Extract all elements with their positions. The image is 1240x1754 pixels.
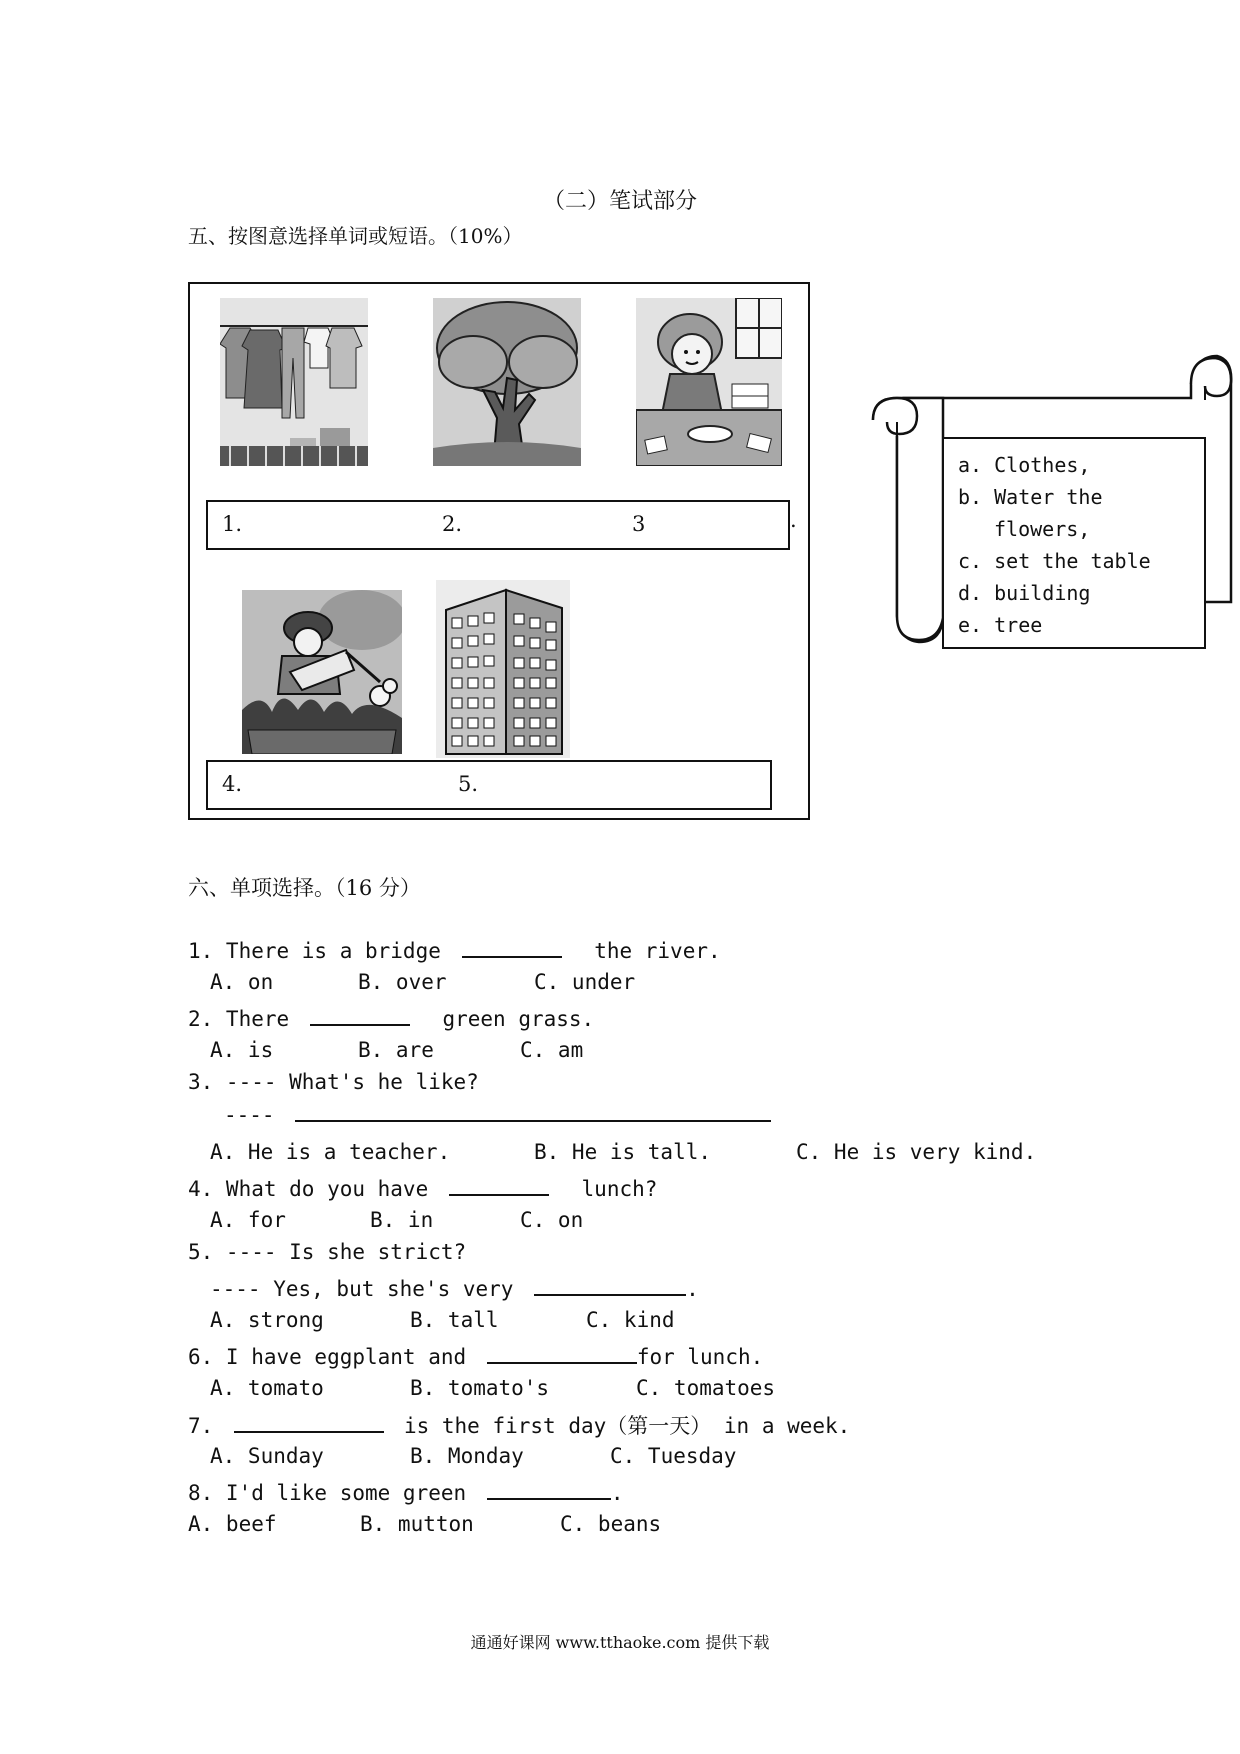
choice[interactable]: A. is — [210, 1038, 274, 1062]
question-dash: ---- — [224, 1103, 275, 1127]
choice[interactable]: B. tall — [410, 1308, 499, 1332]
choice[interactable]: B. mutton — [360, 1512, 474, 1536]
question-stem: 1. There is a bridge — [188, 939, 441, 963]
option-c — [958, 549, 1151, 573]
choice[interactable]: C. Tuesday — [610, 1444, 737, 1468]
question-3-line2 — [224, 1100, 771, 1127]
option-e — [958, 613, 1042, 637]
answer-blank[interactable] — [462, 936, 562, 958]
question-stem-line2: ---- Yes, but she's very — [210, 1277, 514, 1301]
choice[interactable]: A. for — [210, 1208, 286, 1232]
question-7 — [188, 1410, 850, 1440]
set-table-icon — [636, 298, 782, 466]
question-stem-end: is the first day（第一天） in a week. — [403, 1414, 851, 1438]
option-text: Clothes, — [994, 453, 1091, 477]
option-letter: c. — [958, 549, 983, 573]
answer-bar-row2 — [206, 760, 772, 810]
option-letter: a. — [958, 453, 983, 477]
page-title: （二）笔试部分 — [542, 189, 697, 214]
question-stem-end: the river. — [594, 939, 721, 963]
building-icon — [436, 580, 570, 758]
options-box — [942, 437, 1206, 649]
choice[interactable]: B. are — [358, 1038, 434, 1062]
choice[interactable]: B. tomato's — [410, 1376, 550, 1400]
option-text: building — [994, 581, 1091, 605]
option-text: tree — [994, 613, 1043, 637]
option-b — [958, 485, 1103, 509]
question-stem-end: . — [686, 1277, 699, 1301]
option-d — [958, 581, 1090, 605]
choice[interactable]: C. am — [520, 1038, 584, 1062]
choices-7 — [210, 1444, 736, 1468]
question-6 — [188, 1342, 763, 1369]
option-text: set the table — [994, 549, 1151, 573]
answer-blank[interactable] — [295, 1100, 771, 1122]
choice[interactable]: A. Sunday — [210, 1444, 324, 1468]
question-stem-end: lunch? — [581, 1177, 658, 1201]
choice[interactable]: C. on — [520, 1208, 584, 1232]
choice[interactable]: C. beans — [560, 1512, 662, 1536]
question-2 — [188, 1004, 594, 1031]
choices-5 — [210, 1308, 675, 1332]
question-4 — [188, 1174, 657, 1201]
question-stem-end: . — [610, 1481, 624, 1505]
answer-blank[interactable] — [487, 1342, 637, 1364]
answer-bar-row1 — [206, 500, 790, 550]
answer-label-5: 5. — [458, 772, 479, 796]
question-5 — [188, 1240, 466, 1264]
answer-blank[interactable] — [534, 1274, 686, 1296]
question-stem: 3. ---- What's he like? — [188, 1070, 479, 1094]
answer-label-2: 2. — [442, 512, 463, 536]
option-letter: e. — [958, 613, 983, 637]
choices-1 — [210, 970, 635, 994]
question-stem: 6. I have eggplant and — [188, 1345, 467, 1369]
option-b-cont — [994, 517, 1090, 541]
choice[interactable]: C. under — [534, 970, 636, 994]
question-stem-end: green grass. — [442, 1007, 595, 1031]
question-stem: 4. What do you have — [188, 1177, 429, 1201]
choices-6 — [210, 1376, 775, 1400]
choice[interactable]: C. He is very kind. — [796, 1140, 1037, 1164]
answer-label-1: 1. — [222, 512, 243, 536]
option-a — [958, 453, 1090, 477]
question-stem: 8. I'd like some green — [188, 1481, 467, 1505]
question-stem: 7. — [188, 1414, 214, 1438]
clothes-icon — [220, 298, 368, 466]
choice[interactable]: A. beef — [188, 1512, 277, 1536]
choice[interactable]: C. tomatoes — [636, 1376, 776, 1400]
question-stem-end: for lunch. — [636, 1345, 764, 1369]
choice[interactable]: A. on — [210, 970, 274, 994]
answer-label-4: 4. — [222, 772, 243, 796]
choice[interactable]: A. strong — [210, 1308, 324, 1332]
answer-blank[interactable] — [310, 1004, 410, 1026]
choice[interactable]: C. kind — [586, 1308, 675, 1332]
answer-blank[interactable] — [449, 1174, 549, 1196]
question-1 — [188, 936, 721, 963]
choices-3 — [210, 1140, 1036, 1164]
section6-heading: 六、单项选择。（16 分） — [188, 876, 421, 900]
section5-heading: 五、按图意选择单词或短语。（10%） — [188, 224, 523, 248]
tree-icon — [433, 298, 581, 466]
answer-row1-tail: . — [790, 508, 797, 532]
choice[interactable]: B. in — [370, 1208, 434, 1232]
choice[interactable]: B. He is tall. — [534, 1140, 712, 1164]
question-8 — [188, 1478, 623, 1505]
picture-frame — [188, 282, 810, 820]
option-letter: b. — [958, 485, 983, 509]
choices-8 — [188, 1512, 661, 1536]
option-text: flowers, — [994, 517, 1091, 541]
choice[interactable]: B. over — [358, 970, 447, 994]
choices-2 — [210, 1038, 583, 1062]
option-text: Water the — [994, 485, 1103, 509]
question-3 — [188, 1070, 479, 1094]
choices-4 — [210, 1208, 583, 1232]
answer-blank[interactable] — [487, 1478, 611, 1500]
question-stem: 5. ---- Is she strict? — [188, 1240, 467, 1264]
choice[interactable]: B. Monday — [410, 1444, 524, 1468]
option-letter: d. — [958, 581, 983, 605]
watering-icon — [242, 590, 402, 754]
choice[interactable]: A. He is a teacher. — [210, 1140, 451, 1164]
question-stem: 2. There — [188, 1007, 290, 1031]
choice[interactable]: A. tomato — [210, 1376, 324, 1400]
footer-text: 通通好课网 www.tthaoke.com 提供下载 — [470, 1633, 770, 1652]
answer-blank[interactable] — [234, 1411, 384, 1433]
question-5-line2 — [210, 1274, 699, 1301]
answer-label-3: 3 — [632, 512, 646, 536]
